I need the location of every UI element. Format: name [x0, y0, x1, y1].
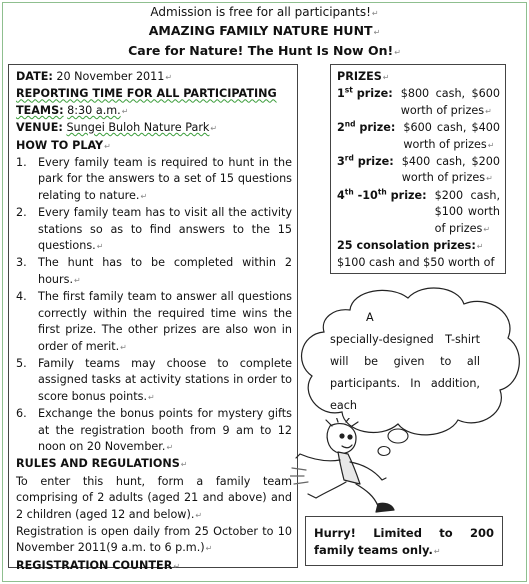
bubble-message: A specially-designed T-shirt will be given to all participants. In addition, each: [330, 311, 480, 412]
rules-paragraph-2: Registration is open daily from 25 October to 10 November 2011(9 a.m. to 6 p.m.)↵: [16, 524, 292, 555]
list-item: 3. The hunt has to be completed within 2 hours.↵: [16, 256, 292, 286]
reporting-label: REPORTING TIME FOR ALL PARTICIPATING: [16, 87, 277, 101]
second-prize-text: $600 cash, $400 worth of prizes↵: [403, 121, 500, 151]
fourth-to-tenth-prize-text: $200 cash, $100 worth of prizes↵: [434, 188, 500, 235]
steps-list: [16, 155, 292, 456]
prizes-box: [330, 64, 506, 274]
list-item: 5. Family teams may choose to complete assigned tasks at activity stations in order to score bonus points.↵: [16, 356, 292, 403]
prizes-heading: PRIZES↵: [337, 70, 390, 83]
first-prize-label: 1st prize:: [337, 85, 393, 101]
venue-line: VENUE: Sungei Buloh Nature Park↵: [16, 121, 218, 135]
fourth-to-tenth-prize-label: 4th -10th prize:: [337, 187, 427, 202]
fourth-to-tenth-prize-row: [337, 188, 500, 238]
character-eye-right: [348, 435, 352, 439]
list-item: 2. Every family team has to visit all the activity stations so as to find answers to the 15 questions.↵: [16, 206, 292, 253]
date-line: DATE: 20 November 2011↵: [16, 70, 173, 83]
first-prize-row: [337, 86, 500, 120]
hurry-box: Hurry! Limited to 200 family teams only.↵: [305, 516, 503, 566]
character-motion-lines: [290, 468, 308, 484]
registration-counter-heading: REGISTRATION COUNTER↵: [16, 558, 181, 572]
second-prize-row: [337, 120, 500, 154]
rules-heading: RULES AND REGULATIONS↵: [16, 457, 188, 471]
first-prize-text: $800 cash, $600 worth of prizes↵: [400, 87, 500, 117]
third-prize-label: 3rd prize:: [337, 153, 394, 169]
character-arm-back: [296, 454, 340, 461]
character-leg-back: [308, 482, 346, 498]
list-item: 6. Exchange the bonus points for mystery gifts at the registration booth from 9 am to 12 noon on 20 November.↵: [16, 407, 292, 453]
details-box: [8, 64, 298, 572]
list-item: 1. Every family team is required to hunt in the park for the answers to a set of 15 questions relating to nature.↵: [16, 156, 292, 202]
running-character-illustration: [290, 418, 400, 518]
flyer-header: [0, 4, 529, 62]
third-prize-text: $400 cash, $200 worth of prizes↵: [401, 155, 500, 185]
character-eye-left: [340, 434, 344, 438]
consolation-prizes-label: 25 consolation prizes:↵: [337, 239, 484, 253]
event-title: AMAZING FAMILY NATURE HUNT↵: [148, 23, 381, 38]
character-body: [338, 452, 360, 484]
list-item: 4. The first family team to answer all questions correctly within the required time wins the first prize. The other prizes are also won in order of merit.↵: [16, 290, 292, 353]
consolation-prizes-text: $100 cash and $50 worth of: [337, 256, 495, 270]
rules-paragraph-1: To enter this hunt, form a family team comprising of 2 adults (aged 21 and above) and 2 children (aged 12 and below).↵: [16, 474, 292, 521]
event-slogan: Care for Nature! The Hunt Is Now On!↵: [128, 43, 401, 58]
third-prize-row: [337, 154, 500, 188]
reporting-line: REPORTING TIME FOR ALL PARTICIPATING TEAMS: 8:30 a.m.↵: [16, 86, 292, 120]
how-to-play-heading: HOW TO PLAY↵: [16, 138, 111, 152]
admission-line: Admission is free for all participants!↵: [150, 5, 379, 19]
second-prize-label: 2nd prize:: [337, 119, 396, 135]
character-shoe: [376, 503, 394, 512]
